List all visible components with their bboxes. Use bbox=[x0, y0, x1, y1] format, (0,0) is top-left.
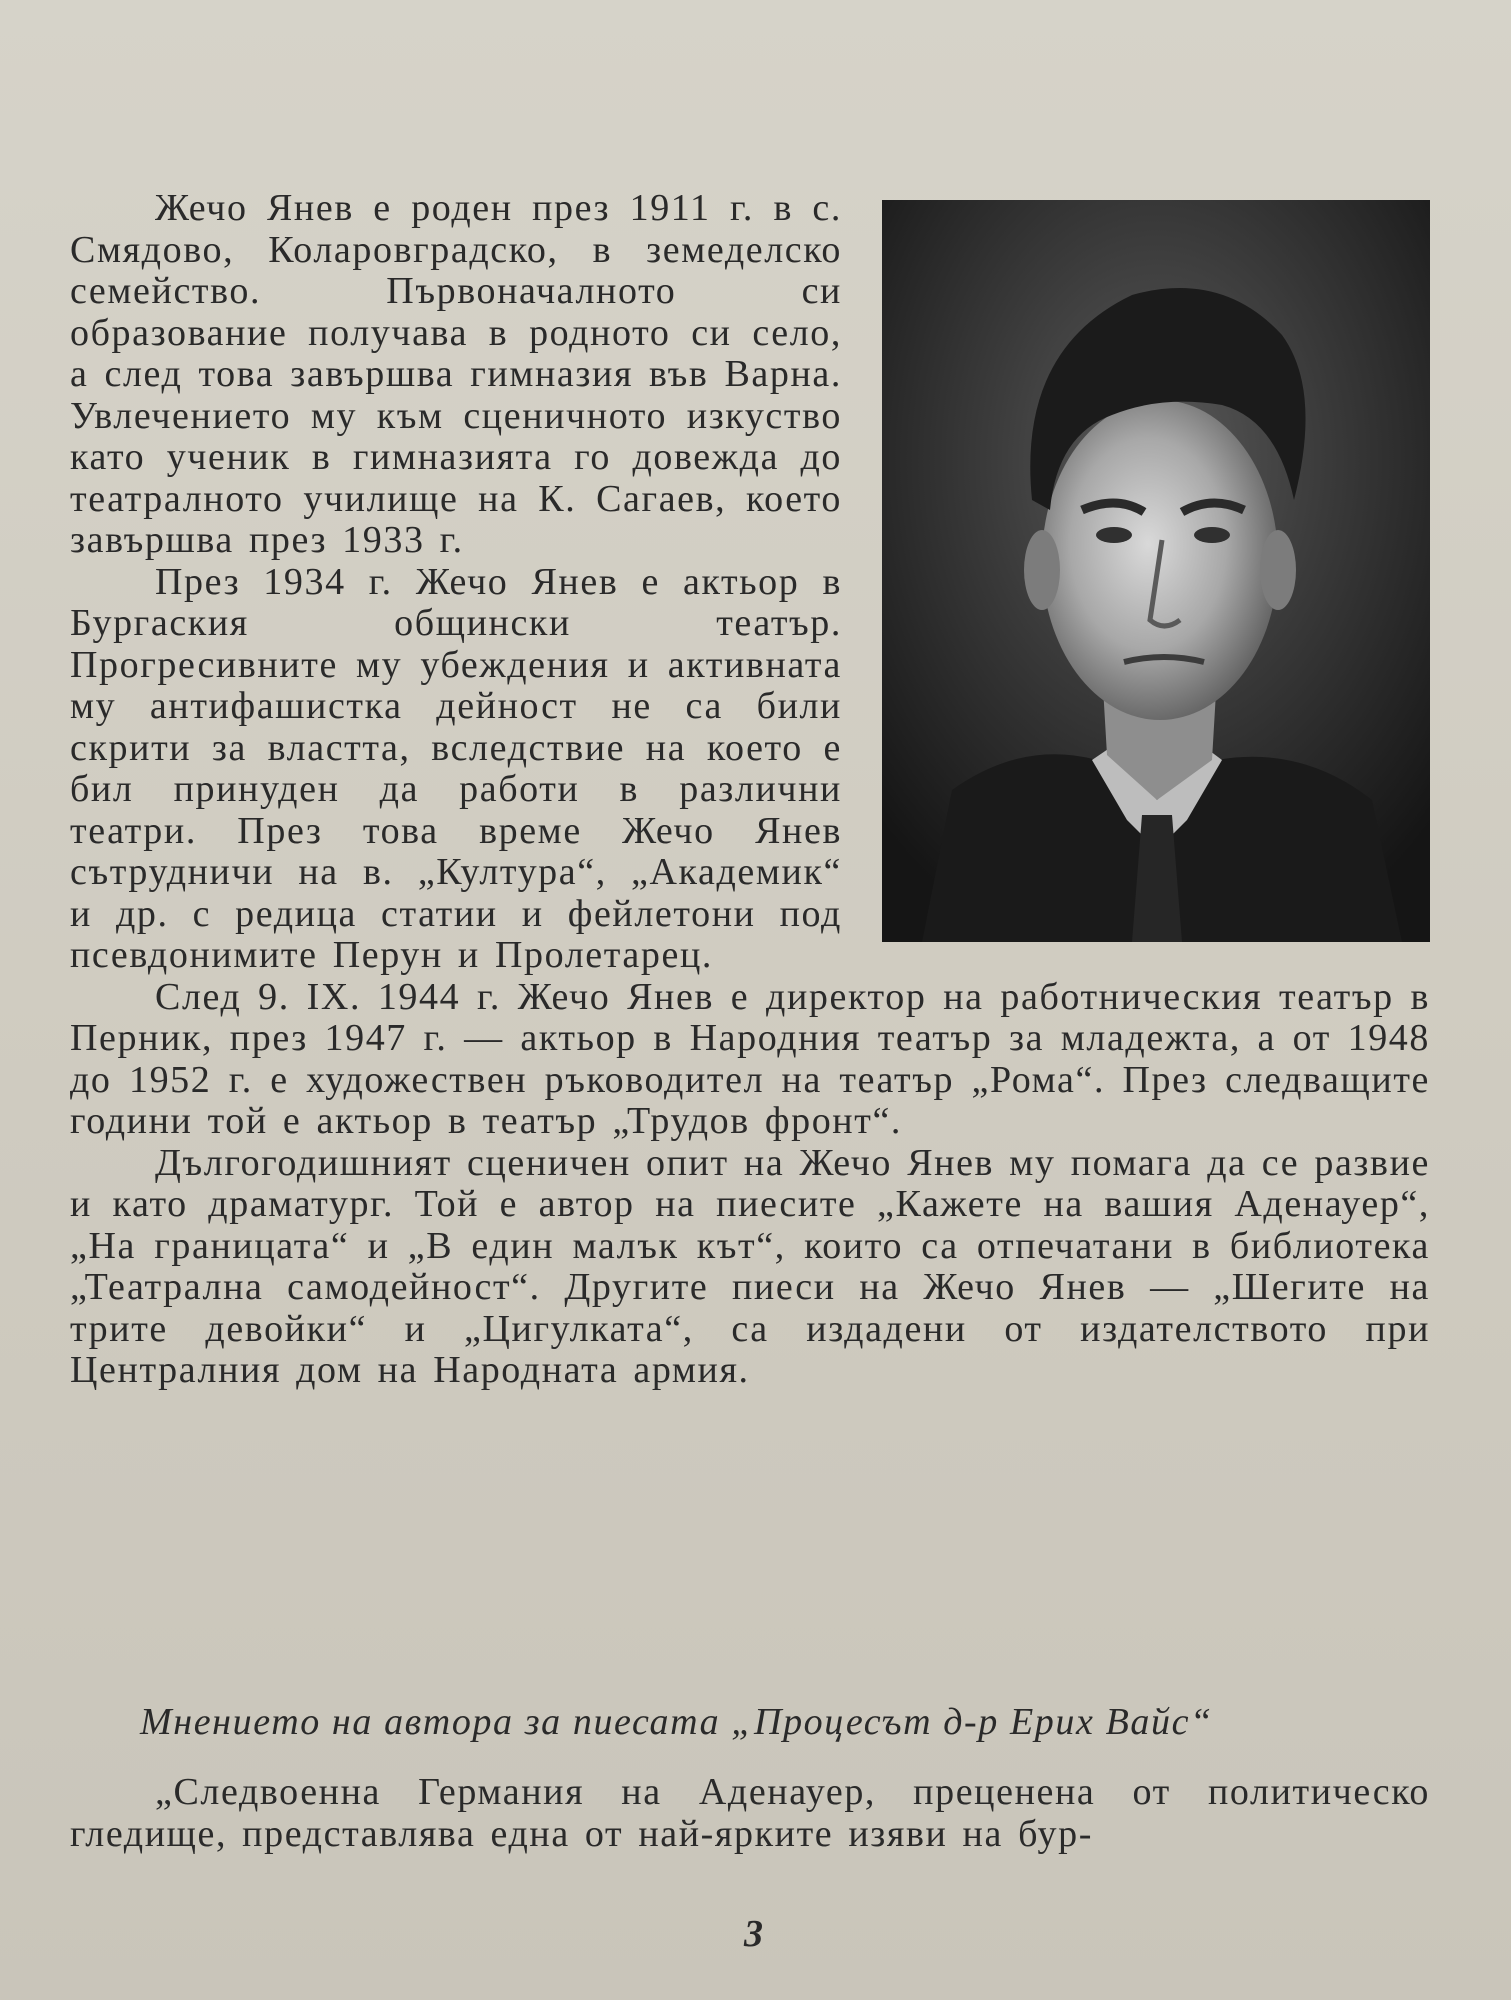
page-number: 3 bbox=[744, 1913, 763, 1955]
bio-paragraph-1: Жечо Янев е роден през 1911 г. в с. Смядово, Коларовградско, в земеделско семейство. Първоначалното си образование получава в родното си село, а след това завършва гимназия във Варна. Увлечението му към сценичното изкуство като ученик в гимназията го довежда до театралното училище на К. Сагаев, което завършва през 1933 г. bbox=[70, 187, 842, 561]
quote-paragraph: „Следвоенна Германия на Аденауер, преценена от политическо гледище, представлява една от най-ярките изяви на бур- bbox=[70, 1771, 1430, 1855]
bio-paragraph-2: През 1934 г. Жечо Янев е актьор в Бургаския общински театър. Прогресивните му убеждения и активната му антифашистка дейност не са били скрити за властта, вследствие на което е бил принуден да работи в различни театри. През това време Жечо Янев сътрудничи на в. „Култура“, „Академик“ и др. с редица статии и фейлетони под псевдонимите Перун и Пролетарец. bbox=[70, 560, 842, 976]
portrait-drawing bbox=[882, 200, 1430, 942]
author-portrait-photo bbox=[882, 200, 1430, 942]
section-heading: Мнението на автора за пиесата „Процесът д-р Ерих Вайс“ bbox=[140, 1701, 1213, 1743]
bio-paragraph-4: Дългогодишният сценичен опит на Жечо Янев му помага да се развие и като драматург. Той е автор на пиесите „Кажете на вашия Аденауер“, „На границата“ и „В един малък кът“, които са отпечатани в библиотека „Театрална самодейност“. Другите пиеси на Жечо Янев — „Шегите на трите девойки“ и „Цигулката“, са издадени от издателството при Централния дом на Народната армия. bbox=[70, 1141, 1430, 1391]
biography-text bbox=[70, 188, 1430, 1392]
bio-paragraph-3: След 9. IX. 1944 г. Жечо Янев е директор на работническия театър в Перник, през 1947 г. — актьор в Народния театър за младежта, а от 1948 до 1952 г. е художествен ръководител на театър „Рома“. През следващите години той е актьор в театър „Трудов фронт“. bbox=[70, 975, 1430, 1142]
